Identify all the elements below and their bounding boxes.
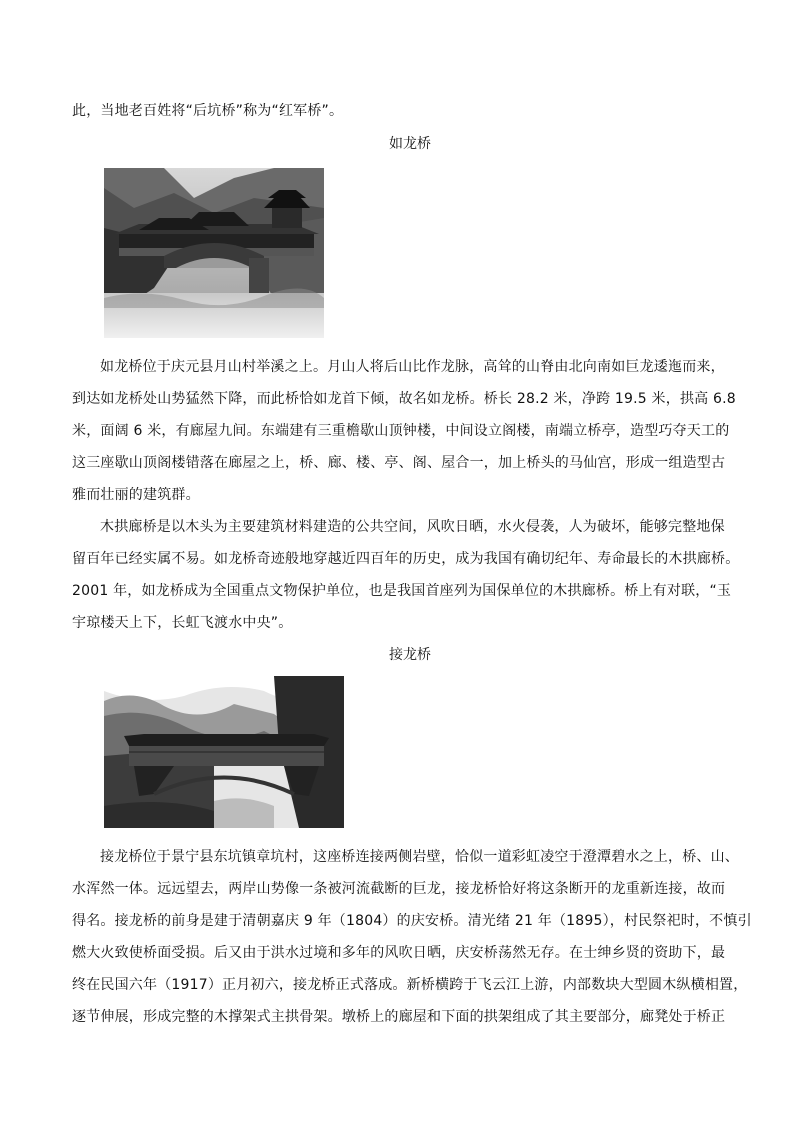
jielong-para-line: 接龙桥位于景宁县东坑镇章坑村，这座桥连接两侧岩壁，恰似一道彩虹凌空于澄潭碧水之上，桥、山、 — [100, 849, 739, 865]
jielong-para-line: 水浑然一体。远远望去，两岸山势像一条被河流截断的巨龙，接龙桥恰好将这条断开的龙重新连接，故而 — [72, 881, 726, 897]
rulong-para1-line: 这三座歇山顶阁楼错落在廊屋之上，桥、廊、楼、亭、阁、屋合一，加上桥头的马仙宫，形成一组造型古 — [72, 455, 726, 471]
jielong-para-line: 得名。接龙桥的前身是建于清朝嘉庆 9 年（1804）的庆安桥。清光绪 21 年（1895），村民祭祀时，不慎引 — [72, 913, 752, 929]
intro-text: 此，当地老百姓将“后坑桥”称为“红军桥”。 — [72, 103, 344, 119]
rulong-para1-line: 如龙桥位于庆元县月山村举溪之上。月山人将后山比作龙脉，高耸的山脊由北向南如巨龙逶迤而来， — [100, 359, 725, 375]
jielong-para-line: 终在民国六年（1917）正月初六，接龙桥正式落成。新桥横跨于飞云江上游，内部数块大型圆木纵横相置， — [72, 977, 748, 993]
rulong-bridge-illustration — [104, 168, 324, 338]
rulong-caption: 如龙桥 — [389, 136, 431, 152]
jielong-bridge-photo — [104, 676, 344, 828]
rulong-para2-line: 留百年已经实属不易。如龙桥奇迹般地穿越近四百年的历史，成为我国有确切纪年、寿命最长的木拱廊桥。 — [72, 551, 740, 567]
rulong-para2-line: 木拱廊桥是以木头为主要建筑材料建造的公共空间，风吹日晒，水火侵袭，人为破坏，能够完整地保 — [100, 519, 725, 535]
rulong-para1-line: 雅而壮丽的建筑群。 — [72, 487, 200, 503]
jielong-caption: 接龙桥 — [389, 647, 431, 663]
jielong-para-line: 逐节伸展，形成完整的木撑架式主拱骨架。墩桥上的廊屋和下面的拱架组成了其主要部分，廊凳处于桥正 — [72, 1009, 726, 1025]
rulong-bridge-photo — [104, 168, 324, 338]
rulong-para2-line: 宇琼楼天上下，长虹飞渡水中央”。 — [72, 615, 293, 631]
rulong-para1-line: 米，面阔 6 米，有廊屋九间。东端建有三重檐歇山顶钟楼，中间设立阁楼，南端立桥亭，造型巧夺天工的 — [72, 423, 730, 439]
jielong-bridge-illustration — [104, 676, 344, 828]
rulong-para2-line: 2001 年，如龙桥成为全国重点文物保护单位，也是我国首座列为国保单位的木拱廊桥。桥上有对联，“玉 — [72, 583, 732, 599]
rulong-para1-line: 到达如龙桥处山势猛然下降，而此桥恰如龙首下倾，故名如龙桥。桥长 28.2 米，净跨 19.5 米，拱高 6.8 — [72, 391, 736, 407]
jielong-para-line: 燃大火致使桥面受损。后又由于洪水过境和多年的风吹日晒，庆安桥荡然无存。在士绅乡贤的资助下，最 — [72, 945, 726, 961]
